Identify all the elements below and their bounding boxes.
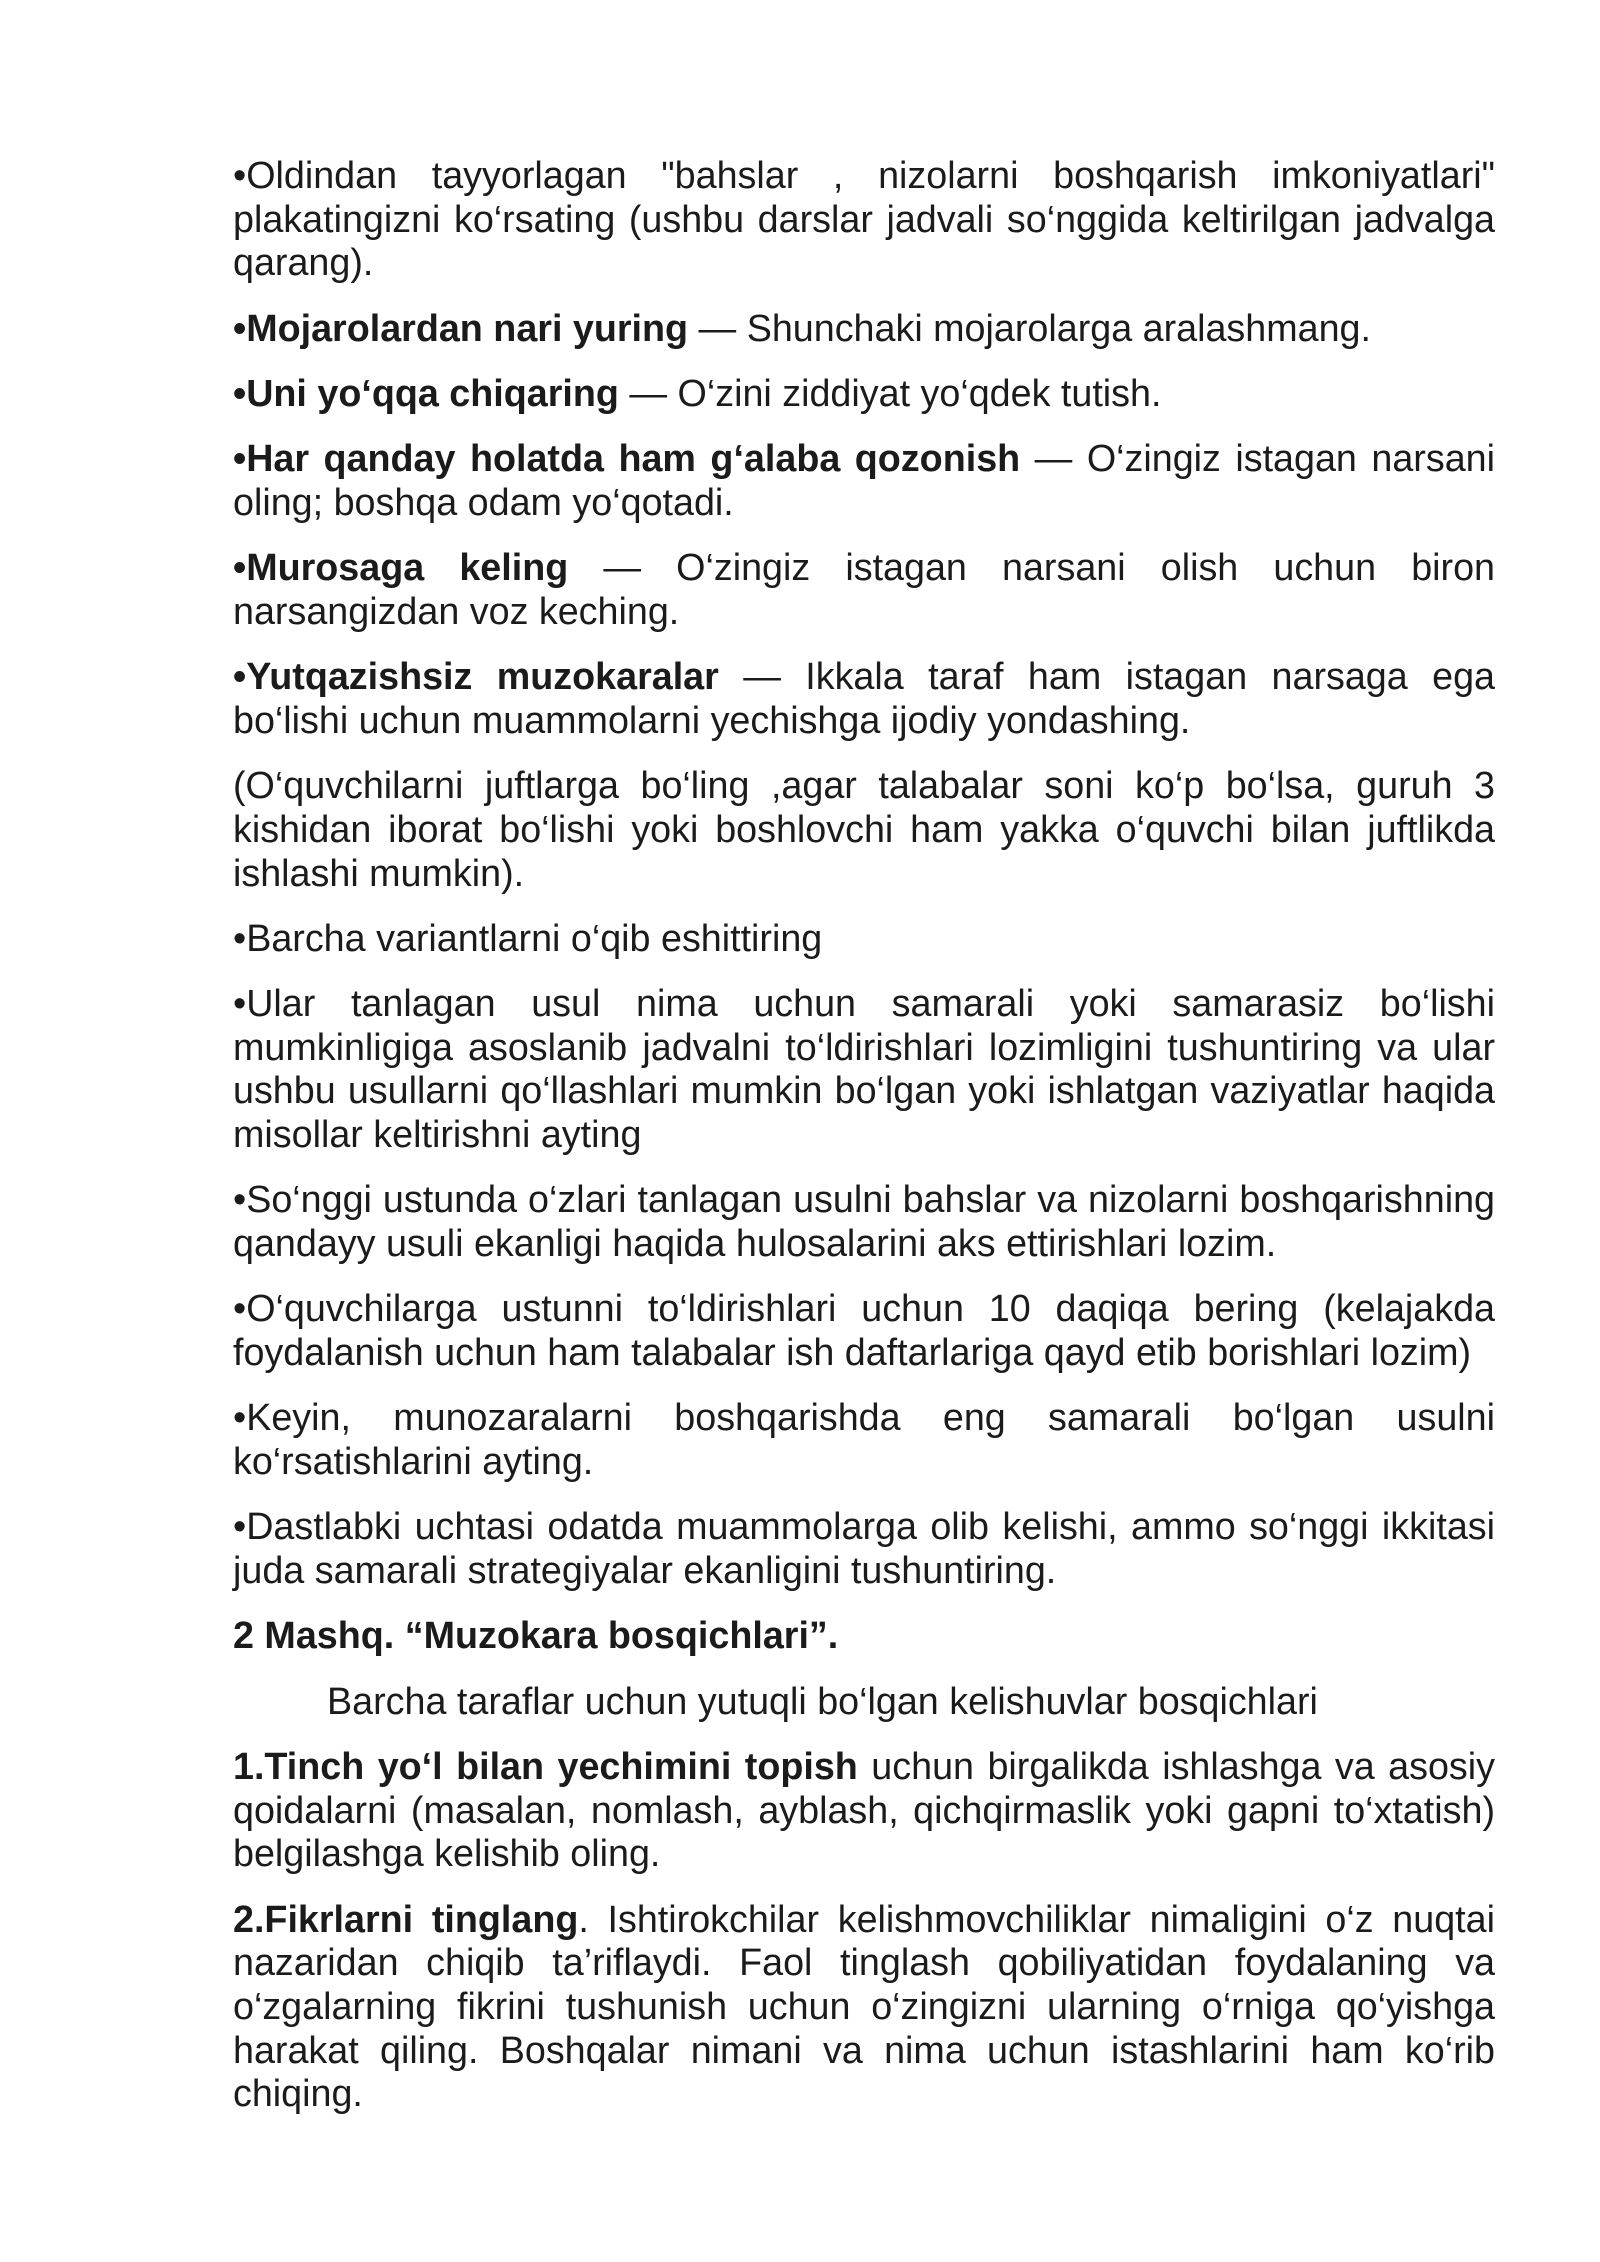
- step-description: uchun birgalikda ishlashga va asosiy qoidalarni (masalan, nomlash, ayblash, qichqirmaslik yoki gapni to‘xtatish) belgilashga kelishib oling.: [233, 1745, 1495, 1875]
- strategy-avoid: [233, 307, 1495, 351]
- instruction-time-limit: [233, 1287, 1495, 1374]
- step-description: . Ishtirokchilar kelishmovchiliklar nimaligini o‘z nuqtai nazaridan chiqib ta’riflaydi. Faol tinglash qobiliyatidan foydalaning va o‘zgalarning fikrini tushunish uchun o‘zingizni ularning o‘rniga qo‘yishga harakat qiling. Boshqalar nimani va nima uchun istashlarini ham ko‘rib chiqing.: [233, 1897, 1495, 2115]
- strategy-description: — Ikkala taraf ham istagan narsaga ega bo‘lishi uchun muammolarni yechishga ijodiy yondashing.: [233, 655, 1495, 741]
- strategy-term: •Har qanday holatda ham g‘alaba qozonish: [233, 437, 1021, 480]
- strategy-term: •Uni yo‘qqa chiqaring: [233, 371, 619, 414]
- strategy-description: — O‘zingiz istagan narsani oling; boshqa odam yo‘qotadi.: [233, 437, 1495, 523]
- note-pairing: [233, 764, 1495, 895]
- strategy-term: •Mojarolardan nari yuring: [233, 306, 689, 349]
- instruction-read-options: [233, 917, 1495, 961]
- step-listen: [233, 1898, 1495, 2116]
- strategy-deny: [233, 372, 1495, 416]
- strategy-compromise: [233, 546, 1495, 633]
- paragraph-text: •Oldindan tayyorlagan "bahslar , nizolarni boshqarish imkoniyatlari" plakatingizni ko‘rsating (ushbu darslar jadvali so‘nggida keltirilgan jadvalga qarang).: [233, 154, 1495, 284]
- instruction-last-column: [233, 1178, 1495, 1265]
- step-term: 1.Tinch yo‘l bilan yechimini topish: [233, 1745, 858, 1788]
- paragraph-text: •Dastlabki uchtasi odatda muammolarga olib kelishi, ammo so‘nggi ikkitasi juda samarali strategiyalar ekanligini tushuntiring.: [233, 1505, 1495, 1591]
- paragraph-text: •O‘quvchilarga ustunni to‘ldirishlari uchun 10 daqiqa bering (kelajakda foydalanish uchun ham talabalar ish daftarlariga qayd etib borishlari lozim): [233, 1287, 1495, 1374]
- document-body: [233, 154, 1495, 2138]
- strategy-description: — O‘zingiz istagan narsani olish uchun biron narsangizdan voz keching.: [233, 546, 1495, 632]
- paragraph-text: •Keyin, munozaralarni boshqarishda eng samarali bo‘lgan usulni ko‘rsatishlarini ayting.: [233, 1396, 1495, 1483]
- instruction-show-poster: [233, 154, 1495, 285]
- strategy-term: •Murosaga keling: [233, 546, 569, 589]
- step-term: 2.Fikrlarni tinglang: [233, 1897, 579, 1940]
- exercise-heading: 2 Mashq. “Muzokara bosqichlari”.: [233, 1614, 839, 1657]
- paragraph-text: (O‘quvchilarni juftlarga bo‘ling ,agar talabalar soni ko‘p bo‘lsa, guruh 3 kishidan iborat bo‘lishi yoki boshlovchi ham yakka o‘quvchi bilan juftlikda ishlashi mumkin).: [233, 764, 1495, 894]
- instruction-explain-strategies: [233, 1505, 1495, 1592]
- exercise-subheading: Barcha taraflar uchun yutuqli bo‘lgan kelishuvlar bosqichlari: [327, 1679, 1318, 1722]
- paragraph-text: •Ular tanlagan usul nima uchun samarali yoki samarasiz bo‘lishi mumkinligiga asoslanib jadvalni to‘ldirishlari lozimligini tushuntiring va ular ushbu usullarni qo‘llashlari mumkin bo‘lgan yoki ishlatgan vaziyatlar haqida misollar keltirishni ayting: [233, 982, 1495, 1156]
- paragraph-text: •So‘nggi ustunda o‘zlari tanlagan usulni bahslar va nizolarni boshqarishning qandayy usuli ekanligi haqida hulosalarini aks ettirishlari lozim.: [233, 1178, 1495, 1265]
- instruction-most-effective: [233, 1396, 1495, 1483]
- step-find-solution: [233, 1745, 1495, 1876]
- strategy-description: — O‘zini ziddiyat yo‘qdek tutish.: [618, 371, 1162, 414]
- instruction-fill-table: [233, 982, 1495, 1156]
- strategy-win-win: [233, 655, 1495, 742]
- paragraph-text: •Barcha variantlarni o‘qib eshittiring: [233, 916, 823, 959]
- strategy-win-at-all-costs: [233, 437, 1495, 524]
- strategy-description: — Shunchaki mojarolarga aralashmang.: [688, 306, 1371, 349]
- strategy-term: •Yutqazishsiz muzokaralar: [233, 655, 719, 698]
